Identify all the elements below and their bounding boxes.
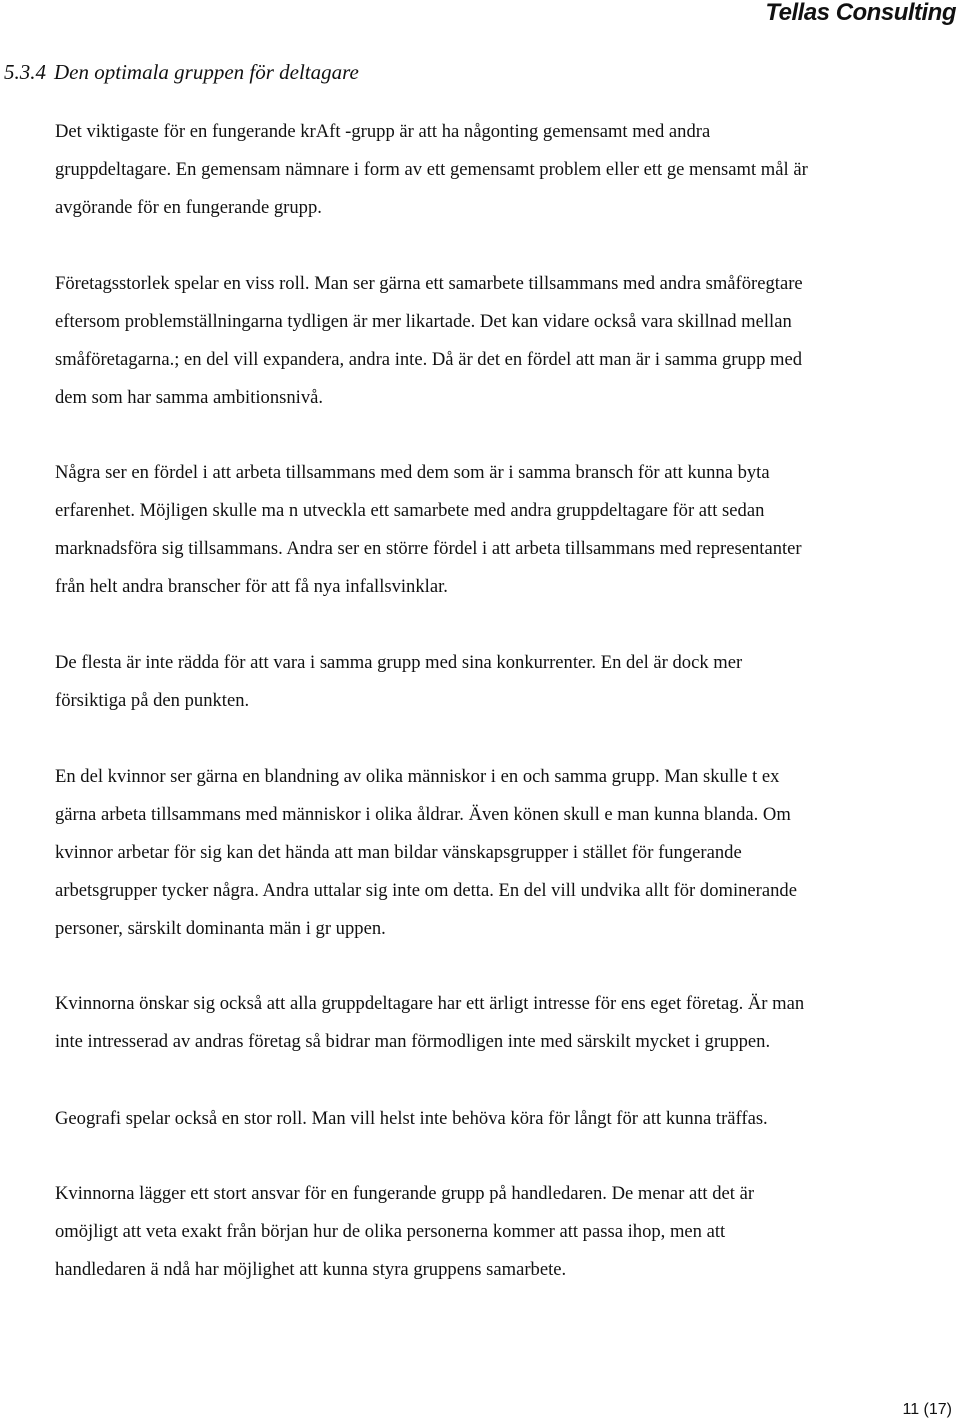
paragraph-line: Det viktigaste för en fungerande krAft -grupp är att ha någonting gemensamt med andra [55,121,711,142]
paragraph-line: gruppdeltagare. En gemensam nämnare i form av ett gemensamt problem eller ett ge mensamt mål är [55,159,808,180]
paragraph-3 [55,454,950,606]
paragraph-line: dem som har samma ambitionsnivå. [55,387,324,408]
paragraph-line: småföretagarna.; en del vill expandera, andra inte. Då är det en fördel att man är i samma grupp med [55,349,803,370]
paragraph-6 [55,985,950,1061]
paragraph-8 [55,1175,950,1289]
paragraph-line: Några ser en fördel i att arbeta tillsammans med dem som är i samma bransch för att kunna byta [55,462,770,483]
paragraph-2 [55,265,950,417]
paragraph-line: erfarenhet. Möjligen skulle ma n utveckla ett samarbete med andra gruppdeltagare för att sedan [55,500,765,521]
paragraph-7 [55,1100,950,1138]
paragraph-line: handledaren ä ndå har möjlighet att kunna styra gruppens samarbete. [55,1259,567,1280]
page-number: 11 (17) [902,1401,952,1418]
section-title: Den optimala gruppen för deltagare [54,60,359,84]
paragraph-5 [55,758,950,948]
paragraph-line: kvinnor arbetar för sig kan det hända att man bildar vänskapsgrupper i stället för fungerande [55,842,742,863]
paragraph-line: omöjligt att veta exakt från början hur de olika personerna kommer att passa ihop, men att [55,1221,726,1242]
paragraph-line: En del kvinnor ser gärna en blandning av olika människor i en och samma grupp. Man skulle t ex [55,766,780,787]
paragraph-line: Kvinnorna lägger ett stort ansvar för en fungerande grupp på handledaren. De menar att det är [55,1183,755,1204]
paragraph-line: Geografi spelar också en stor roll. Man vill helst inte behöva köra för långt för att kunna träffas. [55,1108,768,1129]
paragraph-line: gärna arbeta tillsammans med människor i olika åldrar. Även könen skull e man kunna blanda. Om [55,804,791,825]
paragraph-1 [55,113,950,227]
paragraph-line: inte intresserad av andras företag så bidrar man förmodligen inte med särskilt mycket i gruppen. [55,1031,771,1052]
paragraph-line: Företagsstorlek spelar en viss roll. Man ser gärna ett samarbete tillsammans med andra småföregtare [55,273,803,294]
paragraph-line: från helt andra branscher för att få nya infallsvinklar. [55,576,448,597]
section-heading [4,59,359,85]
paragraph-line: eftersom problemställningarna tydligen är mer likartade. Det kan vidare också vara skillnad mellan [55,311,792,332]
paragraph-4 [55,644,950,720]
paragraph-line: De flesta är inte rädda för att vara i samma grupp med sina konkurrenter. En del är dock mer [55,652,743,673]
section-number: 5.3.4 [4,60,46,84]
paragraph-line: marknadsföra sig tillsammans. Andra ser en större fördel i att arbeta tillsammans med representanter [55,538,802,559]
paragraph-line: försiktiga på den punkten. [55,690,250,711]
company-name: Tellas Consulting [765,0,956,26]
paragraph-line: Kvinnorna önskar sig också att alla gruppdeltagare har ett ärligt intresse för ens eget företag. Är man [55,993,805,1014]
paragraph-line: arbetsgrupper tycker några. Andra uttalar sig inte om detta. En del vill undvika allt för dominerande [55,880,797,901]
paragraph-line: avgörande för en fungerande grupp. [55,197,322,218]
paragraph-line: personer, särskilt dominanta män i gr uppen. [55,918,386,939]
